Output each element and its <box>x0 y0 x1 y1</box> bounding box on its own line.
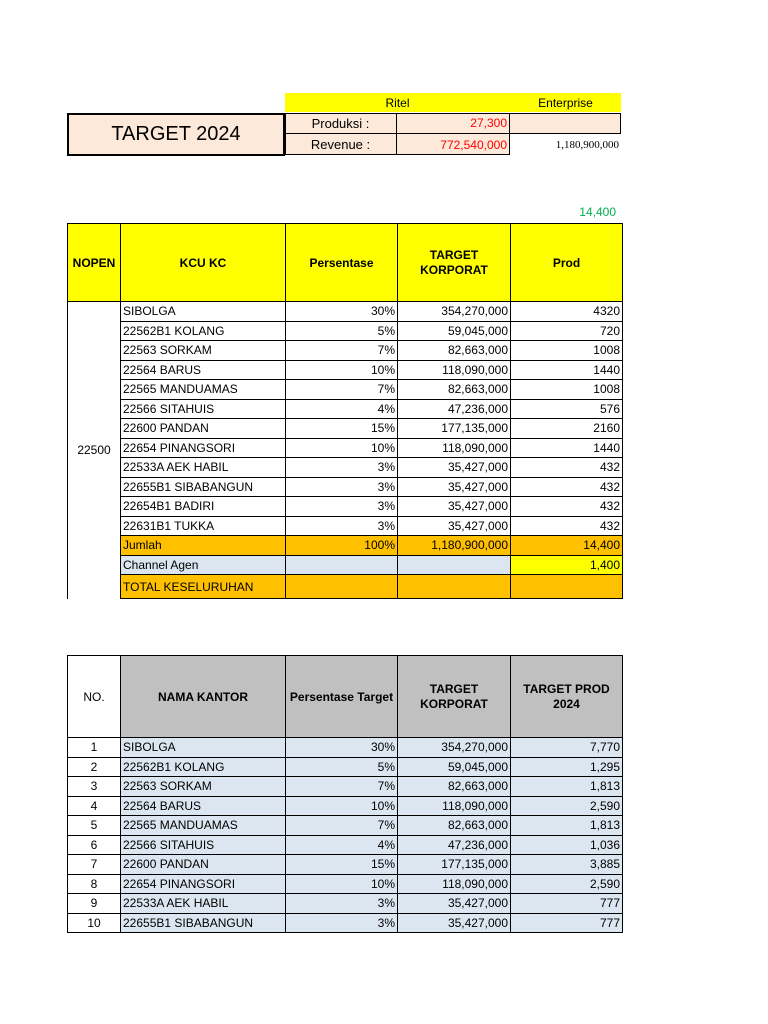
target-cell: 82,663,000 <box>398 341 511 361</box>
jumlah-prod: 14,400 <box>511 536 623 556</box>
prod-cell: 432 <box>511 516 623 536</box>
header-no: NO. <box>68 656 121 738</box>
persentase-cell: 15% <box>286 419 398 439</box>
revenue-ritel-value: 772,540,000 <box>397 134 510 155</box>
row-number: 8 <box>68 874 121 894</box>
prod-cell: 1,813 <box>511 816 623 836</box>
table-row <box>68 894 623 914</box>
revenue-label: Revenue : <box>285 134 397 155</box>
prod-cell: 777 <box>511 913 623 933</box>
table-row <box>68 738 623 758</box>
target-cell: 118,090,000 <box>398 360 511 380</box>
header-persentase: Persentase <box>286 224 398 302</box>
target-title: TARGET 2024 <box>67 113 285 156</box>
table-row <box>68 360 623 380</box>
table-row <box>68 516 623 536</box>
channel-agen-label: Channel Agen <box>121 555 286 575</box>
persentase-cell: 15% <box>286 855 398 875</box>
total-prod <box>511 575 623 599</box>
nopen-cell: 22500 <box>68 302 121 599</box>
kcu-name: 22565 MANDUAMAS <box>121 380 286 400</box>
target-cell: 354,270,000 <box>398 302 511 322</box>
prod-cell: 1,813 <box>511 777 623 797</box>
persentase-cell: 10% <box>286 796 398 816</box>
total-target <box>398 575 511 599</box>
office-name: 22564 BARUS <box>121 796 286 816</box>
table-row <box>68 438 623 458</box>
header-nama-kantor: NAMA KANTOR <box>121 656 286 738</box>
persentase-cell: 3% <box>286 894 398 914</box>
table-row <box>68 874 623 894</box>
persentase-cell: 3% <box>286 913 398 933</box>
prod-cell: 2,590 <box>511 796 623 816</box>
target-cell: 59,045,000 <box>398 757 511 777</box>
channel-agen-pct <box>286 555 398 575</box>
prod-cell: 7,770 <box>511 738 623 758</box>
header-persentase-target: Persentase Target <box>286 656 398 738</box>
kcu-name: 22600 PANDAN <box>121 419 286 439</box>
row-number: 1 <box>68 738 121 758</box>
row-number: 3 <box>68 777 121 797</box>
prod-cell: 576 <box>511 399 623 419</box>
total-pct <box>286 575 398 599</box>
target-cell: 47,236,000 <box>398 399 511 419</box>
target-cell: 35,427,000 <box>398 497 511 517</box>
target-cell: 354,270,000 <box>398 738 511 758</box>
ritel-header: Ritel <box>285 93 510 112</box>
prod-cell: 777 <box>511 894 623 914</box>
office-name: 22565 MANDUAMAS <box>121 816 286 836</box>
office-name: 22562B1 KOLANG <box>121 757 286 777</box>
kcu-name: 22563 SORKAM <box>121 341 286 361</box>
kcu-name: 22562B1 KOLANG <box>121 321 286 341</box>
table-row <box>68 321 623 341</box>
prod-cell: 1440 <box>511 360 623 380</box>
target-cell: 47,236,000 <box>398 835 511 855</box>
jumlah-target: 1,180,900,000 <box>398 536 511 556</box>
table-row <box>68 497 623 517</box>
target-cell: 35,427,000 <box>398 477 511 497</box>
table-row <box>68 380 623 400</box>
table-row <box>68 835 623 855</box>
prod-cell: 720 <box>511 321 623 341</box>
prod-cell: 432 <box>511 458 623 478</box>
target-cell: 35,427,000 <box>398 913 511 933</box>
total-label: TOTAL KESELURUHAN <box>121 575 286 599</box>
prod-cell: 4320 <box>511 302 623 322</box>
persentase-cell: 10% <box>286 360 398 380</box>
persentase-cell: 3% <box>286 477 398 497</box>
prod-cell: 1,295 <box>511 757 623 777</box>
office-name: 22563 SORKAM <box>121 777 286 797</box>
target-cell: 35,427,000 <box>398 516 511 536</box>
office-name: 22655B1 SIBABANGUN <box>121 913 286 933</box>
persentase-cell: 3% <box>286 497 398 517</box>
kcu-name: SIBOLGA <box>121 302 286 322</box>
kcu-name: 22654 PINANGSORI <box>121 438 286 458</box>
persentase-cell: 7% <box>286 777 398 797</box>
prod-cell: 432 <box>511 497 623 517</box>
row-number: 4 <box>68 796 121 816</box>
prod-cell: 3,885 <box>511 855 623 875</box>
persentase-cell: 30% <box>286 302 398 322</box>
target-cell: 82,663,000 <box>398 777 511 797</box>
prod-cell: 1008 <box>511 380 623 400</box>
table-row <box>68 816 623 836</box>
persentase-cell: 30% <box>286 738 398 758</box>
table-row <box>68 302 623 322</box>
kcu-name: 22655B1 SIBABANGUN <box>121 477 286 497</box>
channel-agen-row <box>68 555 623 575</box>
target-cell: 35,427,000 <box>398 894 511 914</box>
kcu-name: 22533A AEK HABIL <box>121 458 286 478</box>
revenue-enterprise-value: 1,180,900,000 <box>510 134 621 155</box>
table-row <box>68 419 623 439</box>
produksi-ritel-value: 27,300 <box>397 113 510 134</box>
produksi-enterprise-value <box>510 113 621 134</box>
persentase-cell: 7% <box>286 341 398 361</box>
target-table <box>67 223 623 599</box>
prod-cell: 2160 <box>511 419 623 439</box>
header-target-korporat: TARGET KORPORAT <box>398 224 511 302</box>
persentase-cell: 3% <box>286 458 398 478</box>
row-number: 9 <box>68 894 121 914</box>
persentase-cell: 5% <box>286 321 398 341</box>
jumlah-pct: 100% <box>286 536 398 556</box>
jumlah-row <box>68 536 623 556</box>
floating-total-value: 14,400 <box>579 205 616 219</box>
table-row <box>68 341 623 361</box>
table-row <box>68 913 623 933</box>
prod-cell: 432 <box>511 477 623 497</box>
persentase-cell: 4% <box>286 399 398 419</box>
target-cell: 82,663,000 <box>398 380 511 400</box>
office-name: SIBOLGA <box>121 738 286 758</box>
prod-cell: 2,590 <box>511 874 623 894</box>
row-number: 10 <box>68 913 121 933</box>
prod-cell: 1,036 <box>511 835 623 855</box>
channel-agen-target <box>398 555 511 575</box>
office-name: 22566 SITAHUIS <box>121 835 286 855</box>
enterprise-header: Enterprise <box>510 93 621 112</box>
target-cell: 177,135,000 <box>398 419 511 439</box>
prod-cell: 1008 <box>511 341 623 361</box>
persentase-cell: 7% <box>286 380 398 400</box>
target-cell: 118,090,000 <box>398 874 511 894</box>
kcu-name: 22566 SITAHUIS <box>121 399 286 419</box>
jumlah-label: Jumlah <box>121 536 286 556</box>
header-nopen: NOPEN <box>68 224 121 302</box>
persentase-cell: 10% <box>286 874 398 894</box>
office-name: 22533A AEK HABIL <box>121 894 286 914</box>
table-row <box>68 777 623 797</box>
header-prod: Prod <box>511 224 623 302</box>
target-cell: 35,427,000 <box>398 458 511 478</box>
table-row <box>68 757 623 777</box>
table-row <box>68 458 623 478</box>
header-target-prod: TARGET PROD 2024 <box>511 656 623 738</box>
target-cell: 177,135,000 <box>398 855 511 875</box>
header-kcu-kc: KCU KC <box>121 224 286 302</box>
table-row <box>68 855 623 875</box>
persentase-cell: 4% <box>286 835 398 855</box>
row-number: 7 <box>68 855 121 875</box>
kcu-name: 22654B1 BADIRI <box>121 497 286 517</box>
prod-cell: 1440 <box>511 438 623 458</box>
table-row <box>68 477 623 497</box>
target-cell: 82,663,000 <box>398 816 511 836</box>
target-cell: 59,045,000 <box>398 321 511 341</box>
kcu-name: 22564 BARUS <box>121 360 286 380</box>
header-target-korporat: TARGET KORPORAT <box>398 656 511 738</box>
office-target-table <box>67 655 623 933</box>
row-number: 2 <box>68 757 121 777</box>
target-cell: 118,090,000 <box>398 796 511 816</box>
row-number: 5 <box>68 816 121 836</box>
total-row <box>68 575 623 599</box>
office-name: 22600 PANDAN <box>121 855 286 875</box>
persentase-cell: 3% <box>286 516 398 536</box>
persentase-cell: 10% <box>286 438 398 458</box>
produksi-label: Produksi : <box>285 113 397 134</box>
table-row <box>68 796 623 816</box>
table-row <box>68 399 623 419</box>
persentase-cell: 5% <box>286 757 398 777</box>
channel-agen-prod: 1,400 <box>511 555 623 575</box>
target-cell: 118,090,000 <box>398 438 511 458</box>
persentase-cell: 7% <box>286 816 398 836</box>
office-name: 22654 PINANGSORI <box>121 874 286 894</box>
kcu-name: 22631B1 TUKKA <box>121 516 286 536</box>
row-number: 6 <box>68 835 121 855</box>
